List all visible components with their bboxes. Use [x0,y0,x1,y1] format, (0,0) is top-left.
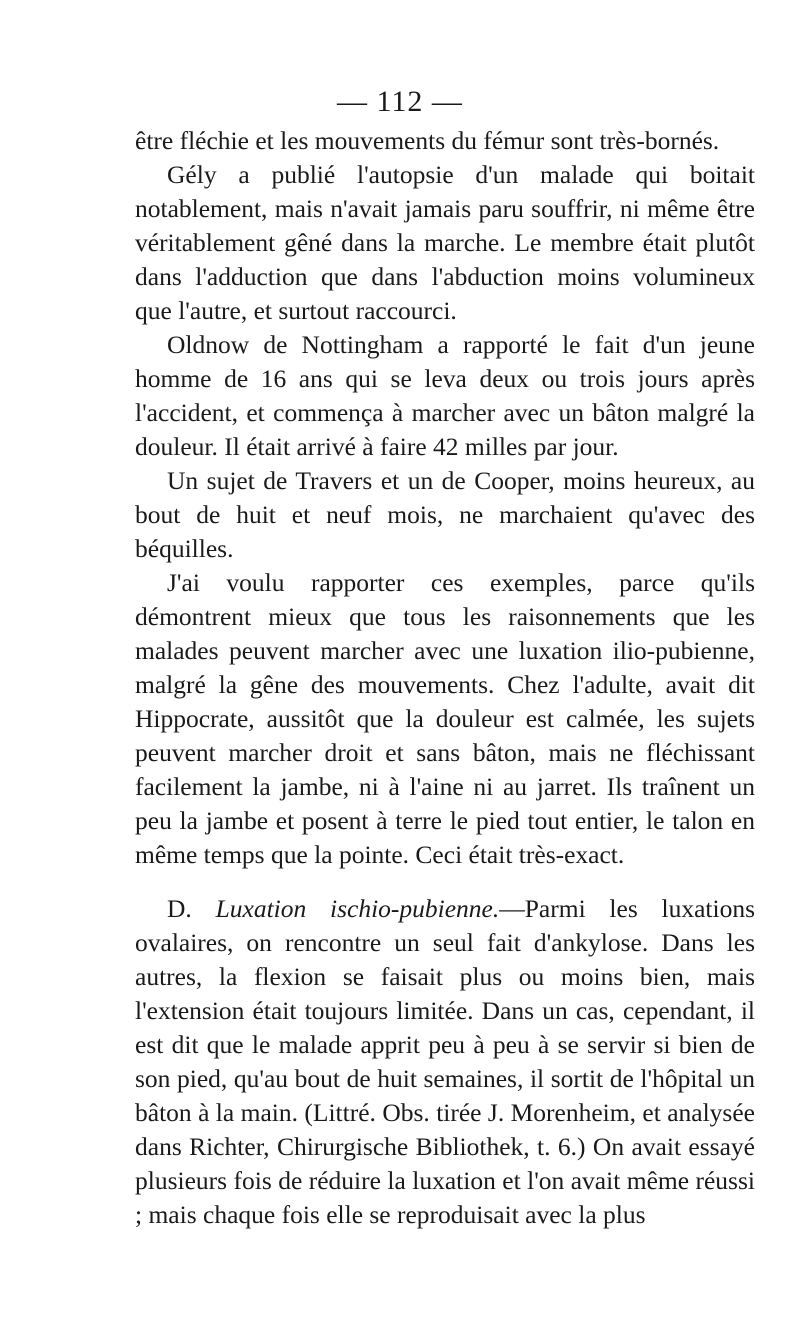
paragraph-gely: Gély a publié l'autopsie d'un malade qui boitait notablement, mais n'avait jamais paru souffrir, ni même être véritablement gêné dans la marche. Le membre était plutôt dans l'adduction que dans l'abduction moins volumineux que l'autre, et surtout raccourci. [135,160,755,325]
page-number: — 112 — [337,85,463,118]
section-text: Parmi les luxations ovalaires, on rencontre un seul fait d'ankylose. Dans les autres, la flexion se faisait plus ou moins bien, mais l'extension était toujours limitée. Dans un cas, cependant, il est dit que le malade apprit peu à peu à se servir si bien de son pied, qu'au bout de huit semaines, il sortit de l'hôpital un bâton à la main. (Littré. Obs. tirée J. Morenheim, et analysée dans Richter, Chirurgische Bibliothek, t. 6.) On avait essayé plusieurs fois de réduire la luxation et l'on avait même réussi ; mais chaque fois elle se reproduisait avec la plus [135,894,756,1229]
section-ischio-pubienne [135,892,755,1232]
paragraph-hippocrate: J'ai voulu rapporter ces exemples, parce qu'ils démontrent mieux que tous les raisonnements que les malades peuvent marcher avec une luxation ilio-pubienne, malgré la gêne des mouvements. Chez l'adulte, avait dit Hippocrate, aussitôt que la douleur est calmée, les sujets peuvent marcher droit et sans bâton, mais ne fléchissant facilement la jambe, ni à l'aine ni au jarret. Ils traînent un peu la jambe et posent à terre le pied tout entier, le talon en même temps que la pointe. Ceci était très-exact. [135,568,755,869]
section-title: Luxation ischio-pubienne. [215,894,500,923]
paragraph-continuation: être fléchie et les mouvements du fémur sont très-bornés. [135,126,720,155]
section-letter: D. [167,894,192,923]
section-dash: — [499,894,525,923]
body-text [135,124,755,1232]
paragraph-travers-cooper: Un sujet de Travers et un de Cooper, moins heureux, au bout de huit et neuf mois, ne marchaient qu'avec des béquilles. [135,466,755,563]
paragraph-oldnow: Oldnow de Nottingham a rapporté le fait d'un jeune homme de 16 ans qui se leva deux ou trois jours après l'accident, et commença à marcher avec un bâton malgré la douleur. Il était arrivé à faire 42 milles par jour. [135,330,755,461]
